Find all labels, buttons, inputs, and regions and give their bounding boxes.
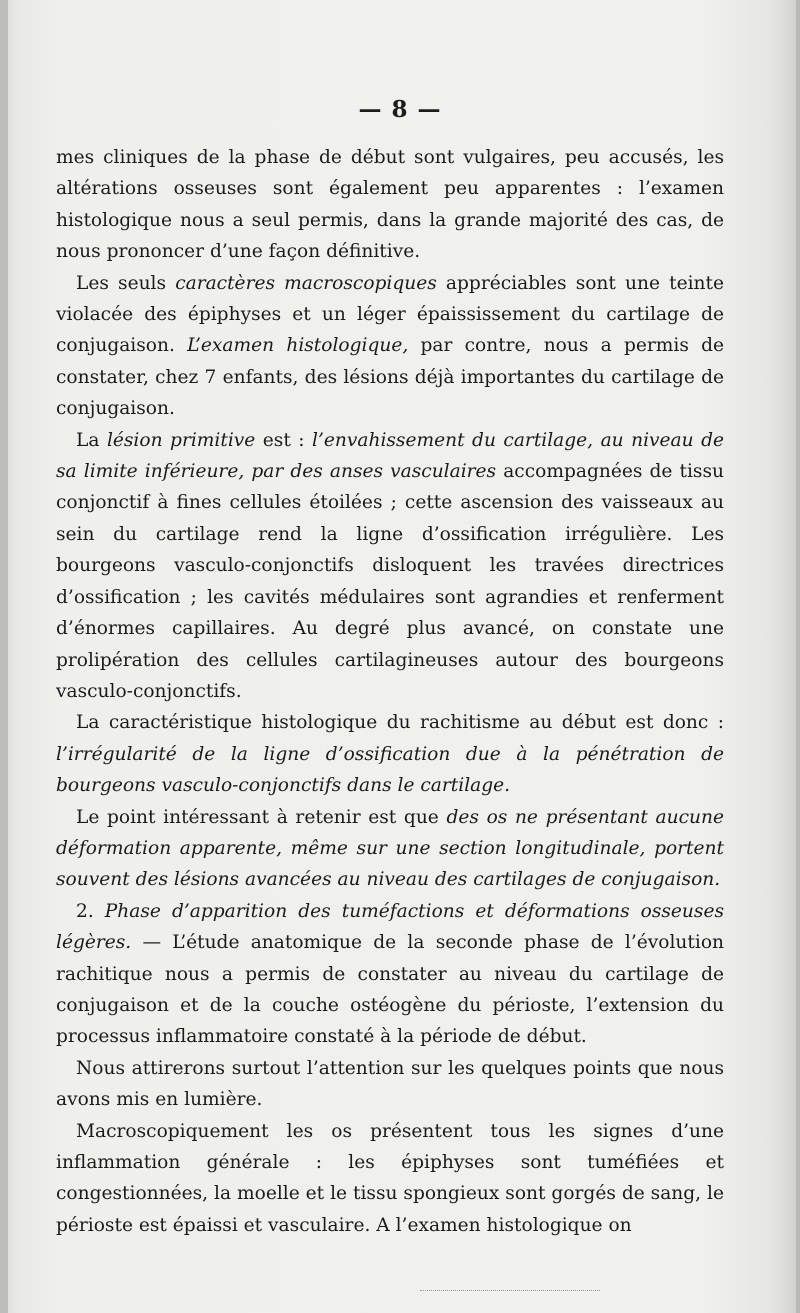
page-right-edge [796,0,800,1313]
paragraph-1-text: mes cliniques de la phase de début sont vulgaires, peu accusés, les altérations osseuses sont également peu apparentes : l’examen histologique nous a seul permis, dans la grande majorité des cas, de nous prononcer d’une façon définitive. [56,147,724,263]
body-text [56,142,724,1241]
emphasis-histological-exam: L’examen histologique, [187,335,409,357]
emphasis-primary-lesion: lésion primitive [106,429,256,451]
footer-dotted-rule [420,1290,600,1291]
section-heading-phase-2: Phase d’apparition des tuméfactions et déformations osseuses légères. [56,900,724,954]
paragraph-1 [56,142,724,268]
paragraph-5: Le point intéressant à retenir est que des os ne présentant aucune déformation apparente, même sur une section longitudinale, portent souvent des lésions avancées au niveau des cartilages de conjugaison. [56,806,724,891]
paragraph-7: Nous attirerons surtout l’attention sur les quelques points que nous avons mis en lumière. [56,1057,724,1111]
paragraph-4: La caractéristique histologique du rachitisme au début est donc : l’irrégularité de la ligne d’ossification due à la pénétration de bourgeons vasculo-conjonctifs dans le cartilage. [56,712,724,797]
emphasis-cartilage-invasion: l’envahissement du cartilage, au niveau de sa limite inférieure, par des anses vasculaires [56,429,725,483]
emphasis-macroscopic: caractères macroscopiques [175,272,437,294]
page-number: — 8 — [358,96,442,123]
paragraph-8: Macroscopiquement les os présentent tous les signes d’une inflammation générale : les épiphyses sont tuméfiées et congestionnées, la moelle et le tissu spongieux sont gorgés de sang, le périoste est épaissi et vasculaire. A l’examen histologique on [56,1120,724,1236]
paragraph-2: Les seuls caractères macroscopiques appréciables sont une teinte violacée des épiphyses et un léger épaississement du cartilage de conjugaison. L’examen histologique, par contre, nous a permis de constater, chez 7 enfants, des lésions déjà importantes du cartilage de conjugaison. [56,272,725,420]
paragraph-3: La lésion primitive est : l’envahissement du cartilage, au niveau de sa limite inférieure, par des anses vasculaires accompagnées de tissu conjonctif à fines cellules étoilées ; cette ascension des vaisseaux au sein du cartilage rend la ligne d’ossification irrégulière. Les bourgeons vasculo-conjonctifs disloquent les travées directrices d’ossification ; les cavités médulaires sont agrandies et renferment d’énormes capillaires. Au degré plus avancé, on constate une prolipération des cellules cartilagineuses autour des bourgeons vasculo-conjonctifs. [56,429,725,702]
emphasis-characteristic: l’irrégularité de la ligne d’ossification due à la pénétration de bourgeons vasculo-conjonctifs dans le cartilage. [56,743,724,797]
paragraph-6: 2. Phase d’apparition des tuméfactions et déformations osseuses légères. — L’étude anatomique de la seconde phase de l’évolution rachitique nous a permis de constater au niveau du cartilage de conjugaison et de la couche ostéogène du périoste, l’extension du processus inflammatoire constaté à la période de début. [56,900,724,1048]
emphasis-key-point: des os ne présentant aucune déformation apparente, même sur une section longitudinale, portent souvent des lésions avancées au niveau des cartilages de conjugaison. [56,806,724,891]
page-left-edge [0,0,8,1313]
